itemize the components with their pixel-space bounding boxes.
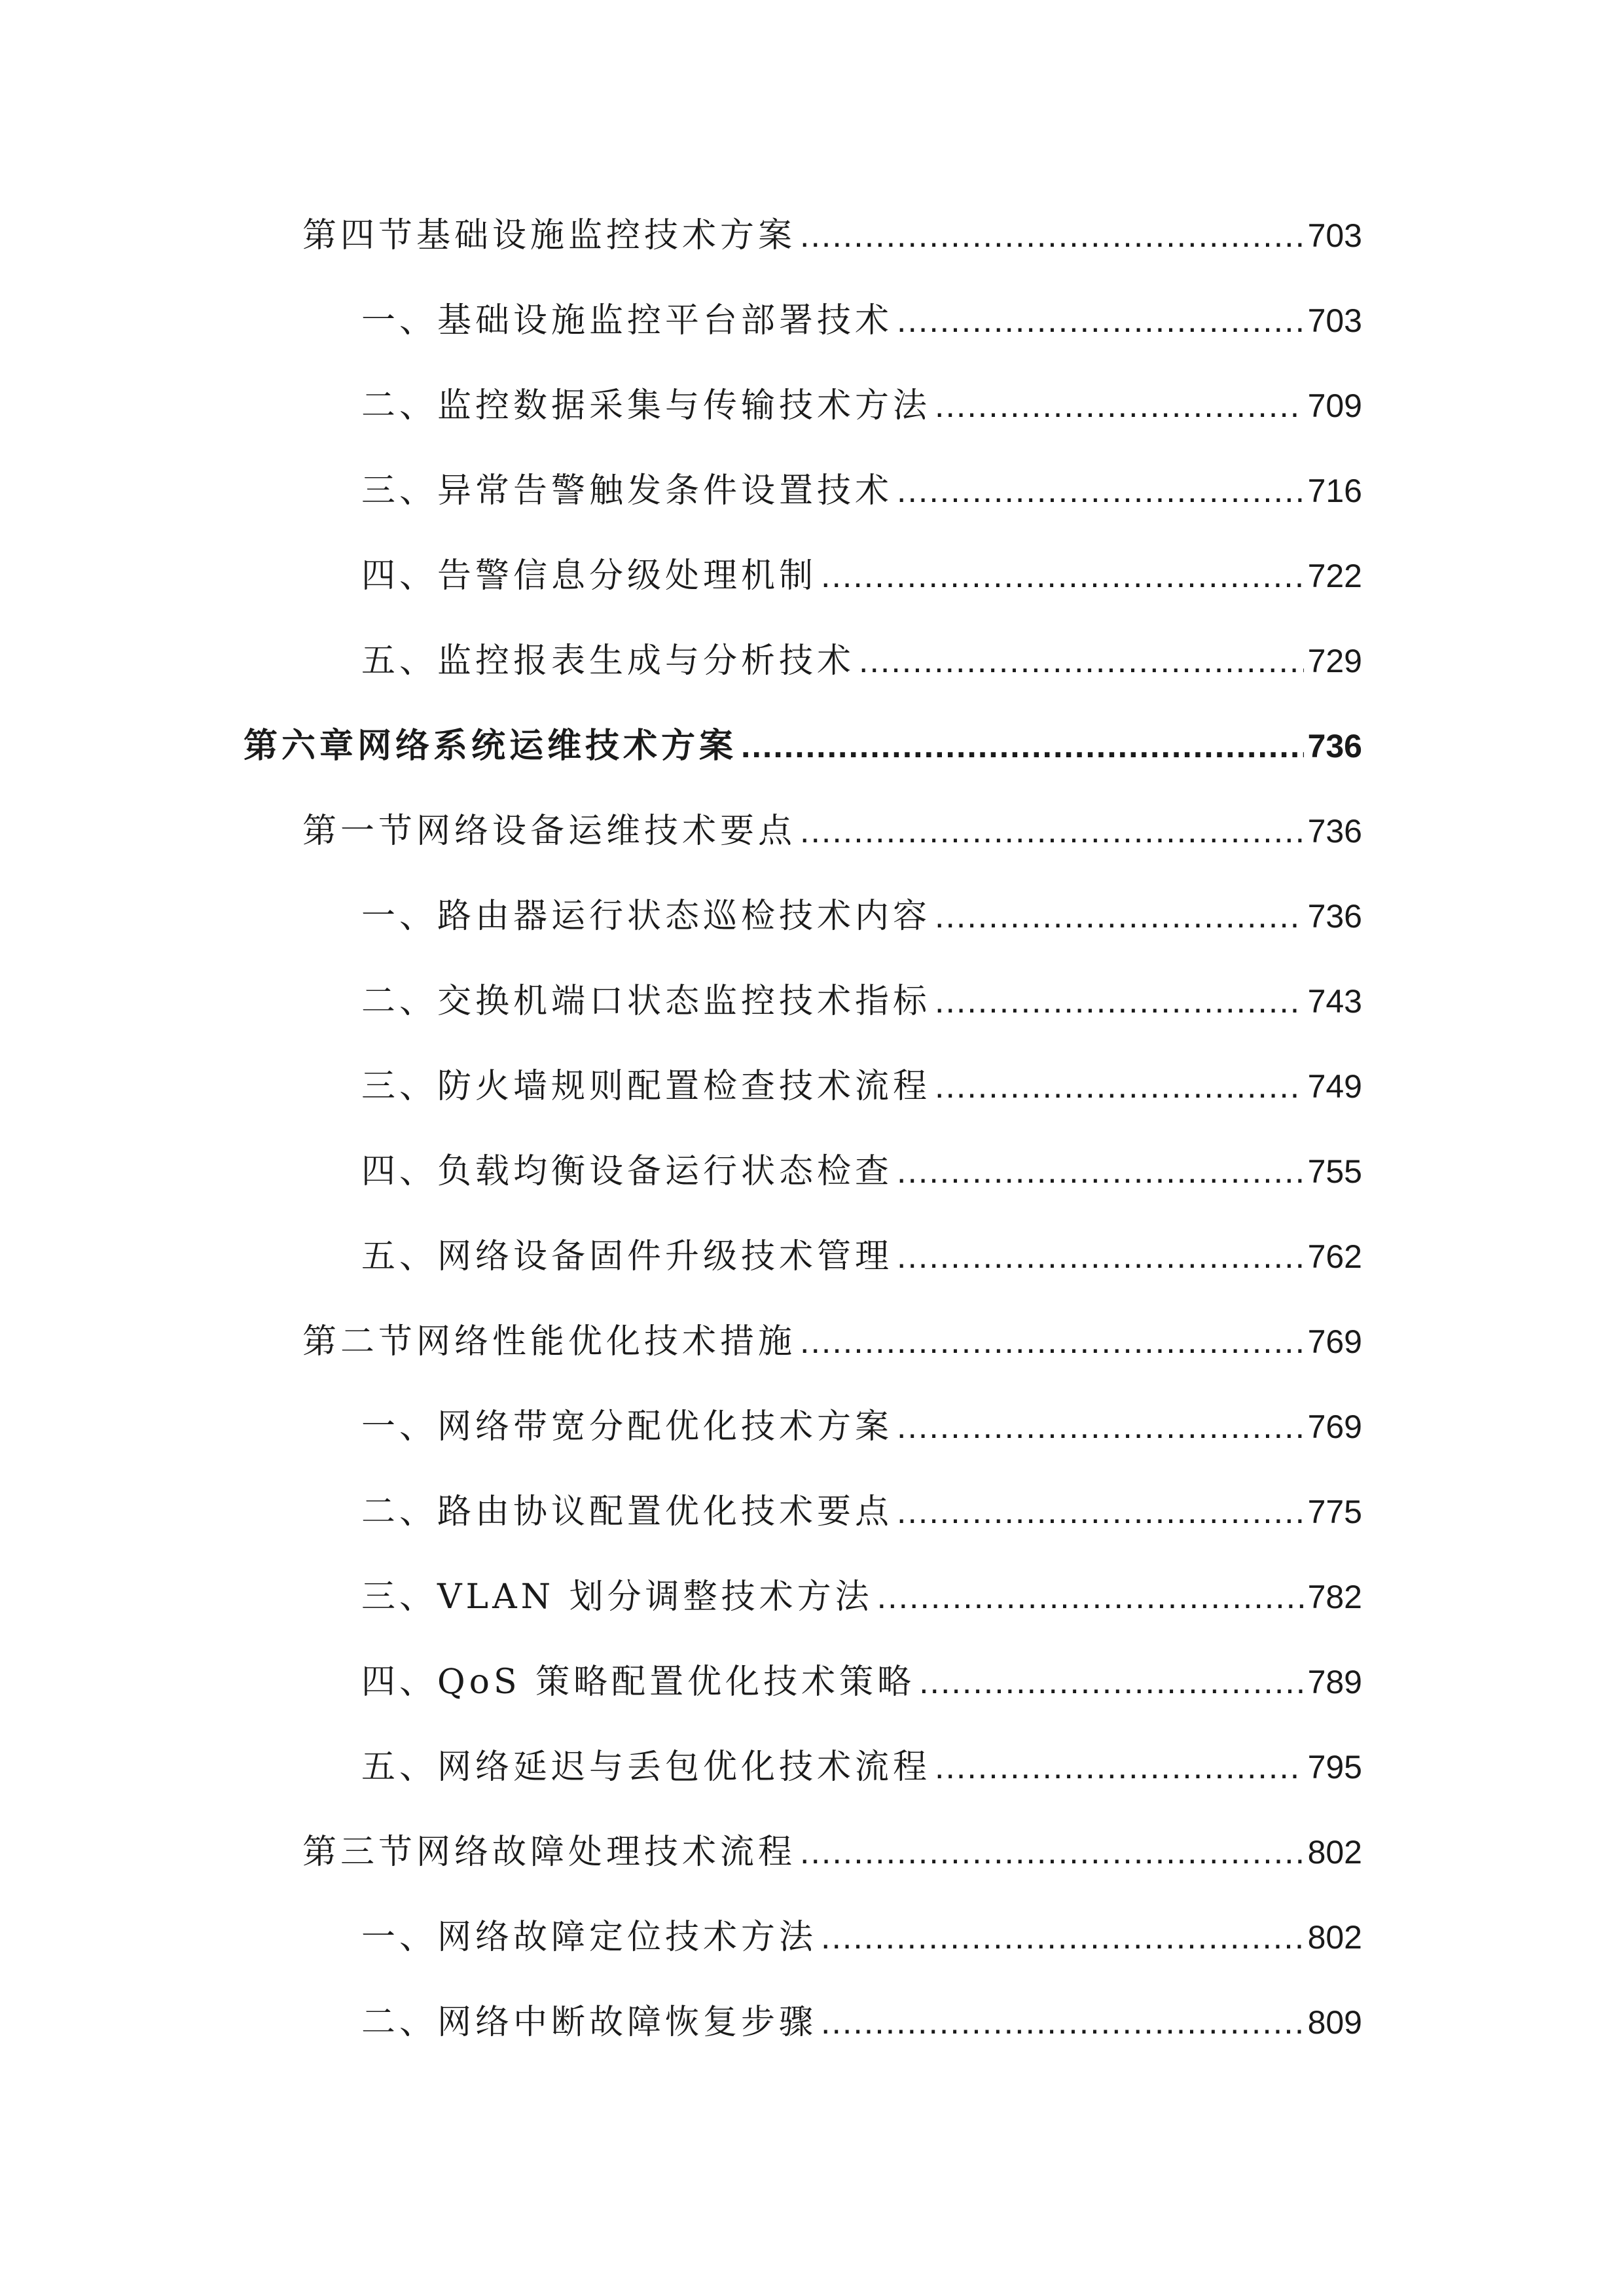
toc-entry-title: 三、VLAN 划分调整技术方法 [361, 1577, 873, 1617]
toc-page-number: 743 [1307, 983, 1362, 1020]
toc-page-number: 703 [1307, 302, 1362, 339]
toc-dot-leader [859, 635, 1304, 687]
toc-page-number: 736 [1307, 813, 1362, 850]
toc-page-number: 762 [1307, 1238, 1362, 1275]
toc-dot-leader [821, 1996, 1304, 2049]
toc-dot-leader [821, 1911, 1304, 1964]
toc-section-entry[interactable] [302, 805, 1362, 857]
toc-page-number: 802 [1307, 1834, 1362, 1871]
toc-page-number: 703 [1307, 217, 1362, 254]
toc-subsection-entry[interactable] [361, 1741, 1362, 1793]
toc-entry-title: 一、基础设施监控平台部署技术 [361, 301, 893, 340]
toc-subsection-entry[interactable] [361, 1401, 1362, 1453]
toc-section-entry[interactable] [302, 1316, 1362, 1368]
toc-entry-title: 一、路由器运行状态巡检技术内容 [361, 897, 931, 936]
toc-entry-title: 第六章网络系统运维技术方案 [244, 726, 738, 766]
toc-subsection-entry[interactable] [361, 1230, 1362, 1283]
toc-dot-leader [897, 295, 1304, 347]
toc-dot-leader [800, 1826, 1304, 1878]
toc-subsection-entry[interactable] [361, 1571, 1362, 1623]
toc-subsection-entry[interactable] [361, 1656, 1362, 1708]
toc-dot-leader [897, 1230, 1304, 1283]
toc-dot-leader [935, 380, 1304, 432]
toc-page-number: 709 [1307, 387, 1362, 424]
toc-subsection-entry[interactable] [361, 295, 1362, 347]
toc-page-number: 729 [1307, 643, 1362, 679]
toc-subsection-entry[interactable] [361, 635, 1362, 687]
toc-entry-title: 二、路由协议配置优化技术要点 [361, 1492, 893, 1532]
toc-section-entry[interactable] [302, 1826, 1362, 1878]
toc-entry-title: 五、网络设备固件升级技术管理 [361, 1237, 893, 1276]
toc-entry-title: 四、负载均衡设备运行状态检查 [361, 1152, 893, 1191]
toc-entry-title: 三、异常告警触发条件设置技术 [361, 471, 893, 511]
toc-dot-leader [897, 1486, 1304, 1538]
toc-entry-title: 二、网络中断故障恢复步骤 [361, 2003, 818, 2042]
toc-dot-leader [741, 720, 1304, 772]
toc-dot-leader [800, 209, 1304, 262]
toc-page-number: 775 [1307, 1494, 1362, 1530]
toc-dot-leader [935, 1060, 1304, 1113]
toc-entry-title: 第一节网络设备运维技术要点 [302, 812, 797, 851]
toc-chapter-entry[interactable] [244, 720, 1362, 772]
toc-subsection-entry[interactable] [361, 1486, 1362, 1538]
toc-page-number: 782 [1307, 1579, 1362, 1615]
toc-page-number: 802 [1307, 1919, 1362, 1956]
toc-page-number: 809 [1307, 2004, 1362, 2041]
toc-dot-leader [935, 1741, 1304, 1793]
toc-page-number: 769 [1307, 1408, 1362, 1445]
toc-page-number: 716 [1307, 473, 1362, 509]
toc-subsection-entry[interactable] [361, 1996, 1362, 2049]
toc-subsection-entry[interactable] [361, 465, 1362, 517]
toc-dot-leader [800, 1316, 1304, 1368]
toc-entry-title: 第三节网络故障处理技术流程 [302, 1833, 797, 1872]
toc-entry-title: 四、告警信息分级处理机制 [361, 556, 818, 596]
toc-dot-leader [800, 805, 1304, 857]
toc-page-number: 755 [1307, 1153, 1362, 1190]
toc-page-number: 769 [1307, 1323, 1362, 1360]
toc-dot-leader [897, 1145, 1304, 1198]
toc-entry-title: 一、网络故障定位技术方法 [361, 1918, 818, 1957]
toc-entry-title: 三、防火墙规则配置检查技术流程 [361, 1067, 931, 1106]
toc-subsection-entry[interactable] [361, 550, 1362, 602]
toc-dot-leader [877, 1571, 1304, 1623]
toc-subsection-entry[interactable] [361, 1060, 1362, 1113]
toc-subsection-entry[interactable] [361, 975, 1362, 1028]
toc-entry-title: 第二节网络性能优化技术措施 [302, 1322, 797, 1361]
toc-page-number: 736 [1307, 728, 1362, 764]
toc-dot-leader [897, 1401, 1304, 1453]
toc-subsection-entry[interactable] [361, 380, 1362, 432]
toc-subsection-entry[interactable] [361, 890, 1362, 942]
toc-dot-leader [935, 890, 1304, 942]
toc-entry-title: 一、网络带宽分配优化技术方案 [361, 1407, 893, 1446]
toc-subsection-entry[interactable] [361, 1911, 1362, 1964]
toc-entry-title: 五、网络延迟与丢包优化技术流程 [361, 1748, 931, 1787]
toc-page-number: 795 [1307, 1749, 1362, 1785]
toc-entry-title: 第四节基础设施监控技术方案 [302, 216, 797, 255]
toc-page-number: 736 [1307, 898, 1362, 935]
toc-dot-leader [935, 975, 1304, 1028]
toc-subsection-entry[interactable] [361, 1145, 1362, 1198]
toc-page-number: 789 [1307, 1664, 1362, 1700]
toc-dot-leader [821, 550, 1304, 602]
toc-dot-leader [919, 1656, 1303, 1708]
toc-page-number: 749 [1307, 1068, 1362, 1105]
toc-entry-title: 五、监控报表生成与分析技术 [361, 641, 856, 681]
toc-page-number: 722 [1307, 558, 1362, 594]
toc-entry-title: 四、QoS 策略配置优化技术策略 [361, 1662, 916, 1702]
toc-section-entry[interactable] [302, 209, 1362, 262]
toc-dot-leader [897, 465, 1304, 517]
toc-entry-title: 二、交换机端口状态监控技术指标 [361, 982, 931, 1021]
toc-entry-title: 二、监控数据采集与传输技术方法 [361, 386, 931, 425]
